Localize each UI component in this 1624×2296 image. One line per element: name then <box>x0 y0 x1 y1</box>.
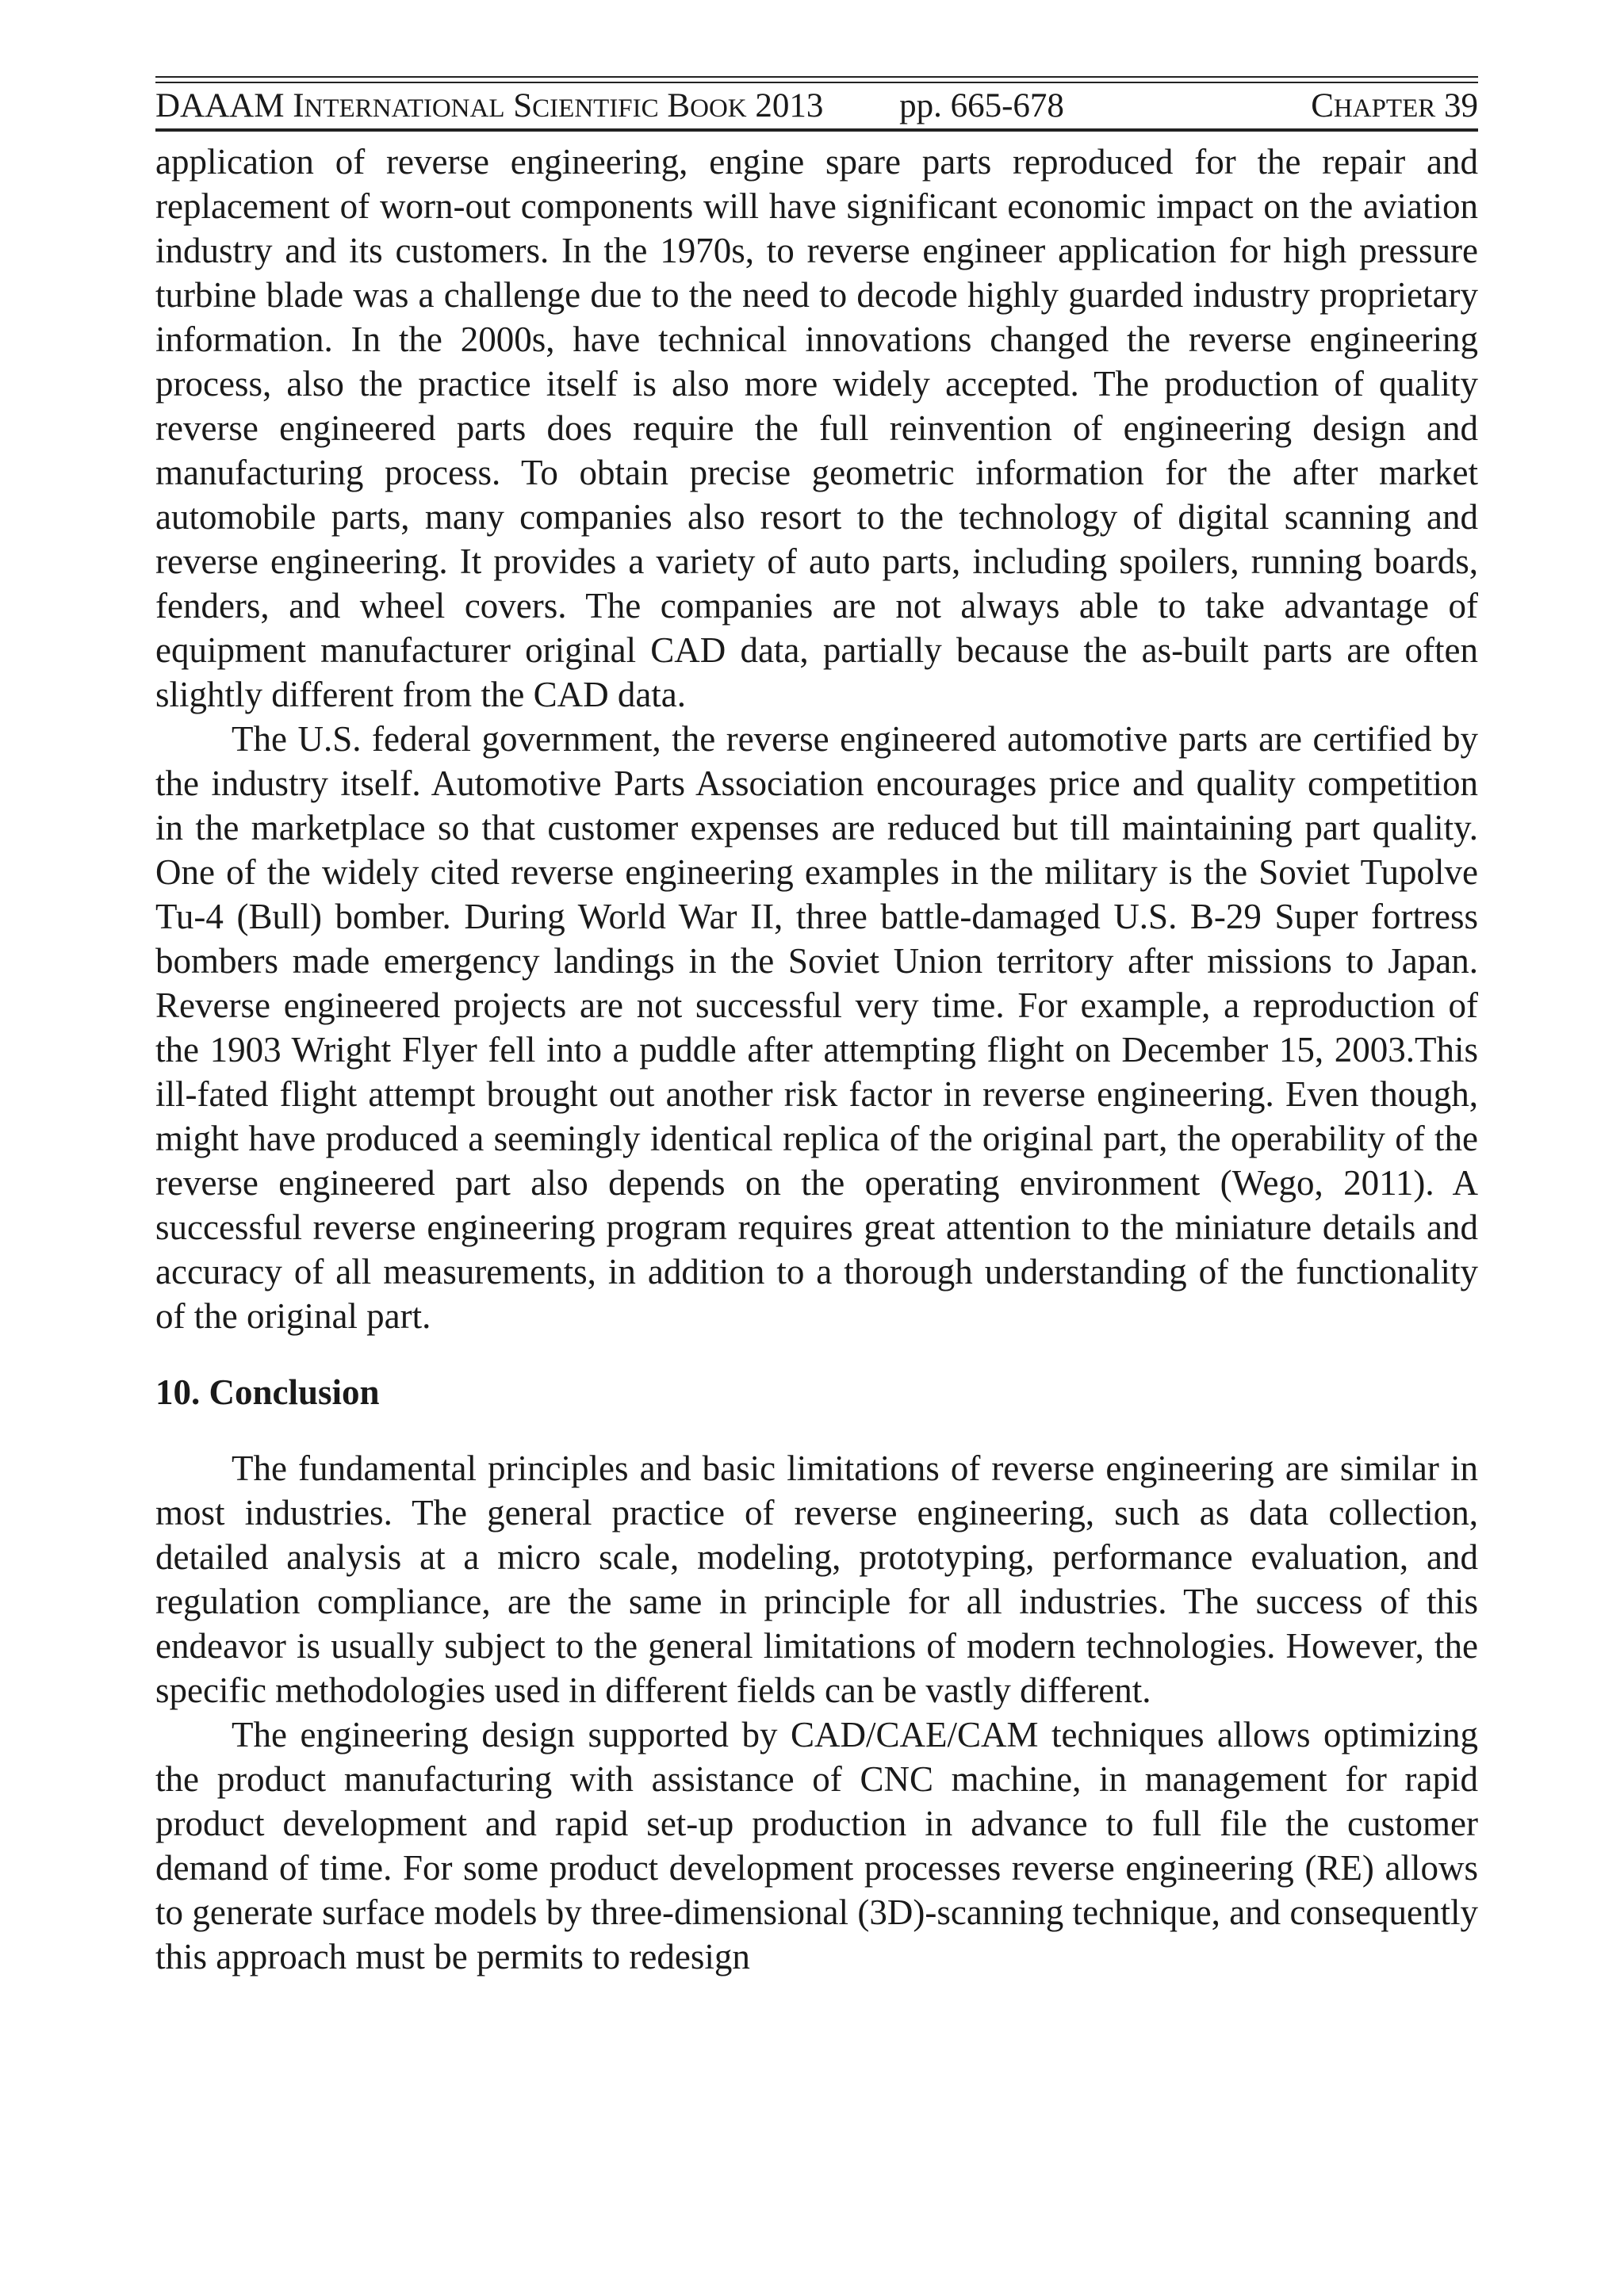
paragraph-engineering-design: The engineering design supported by CAD/CAE/CAM techniques allows optimizing the product manufacturing with assistance of CNC machine, in management for rapid product development and rapid set-up production in advance to full file the customer demand of time. For some product development processes reverse engineering (RE) allows to generate surface models by three-dimensional (3D)-scanning technique, and consequently this approach must be permits to redesign <box>155 1715 1478 1976</box>
book-title-part: 2013 <box>746 87 824 124</box>
chapter-label-part: HAPTER <box>1333 94 1436 123</box>
paragraph-fundamental-principles: The fundamental principles and basic limitations of reverse engineering are similar in most industries. The general practice of reverse engineering, such as data collection, detailed analysis at a micro scale, modeling, prototyping, performance evaluation, and regulation compliance, are the same in principle for all industries. The success of this endeavor is usually subject to the general limitations of modern technologies. However, the specific methodologies used in different fields can be vastly different. <box>155 1448 1478 1710</box>
book-title-part: S <box>513 87 533 124</box>
paragraph-government-military: The U.S. federal government, the reverse engineered automotive parts are certified by the industry itself. Automotive Parts Association encourages price and quality competition in the marketplace so that customer expenses are reduced but till maintaining part quality. One of the widely cited reverse engineering examples in the military is the Soviet Tupolve Tu-4 (Bull) bomber. During World War II, three battle-damaged U.S. B-29 Super fortress bombers made emergency landings in the Soviet Union territory after missions to Japan. Reverse engineered projects are not successful very time. For example, a reproduction of the 1903 Wright Flyer fell into a puddle after attempting flight on December 15, 2003.This ill-fated flight attempt brought out another risk factor in reverse engineering. Even though, might have produced a seemingly identical replica of the original part, the operability of the reverse engineered part also depends on the operating environment (Wego, 2011). A successful reverse engineering program requires great attention to the miniature details and accuracy of all measurements, in addition to a thorough understanding of the functionality of the original part. <box>155 719 1478 1336</box>
book-title-part: OOK <box>690 94 747 123</box>
page-range: pp. 665-678 <box>899 87 1064 124</box>
book-title-part: DAAAM <box>155 87 285 124</box>
chapter-label <box>1311 84 1478 131</box>
book-title-part: NTERNATIONAL <box>304 94 505 123</box>
book-title-part <box>505 87 514 124</box>
paragraph-aviation-automotive: application of reverse engineering, engine spare parts reproduced for the repair and replacement of worn-out components will have significant economic impact on the aviation industry and its customers. In the 1970s, to reverse engineer application for high pressure turbine blade was a challenge due to the need to decode highly guarded industry proprietary information. In the 2000s, have technical innovations changed the reverse engineering process, also the practice itself is also more widely accepted. The production of quality reverse engineered parts does require the full reinvention of engineering design and manufacturing process. To obtain precise geometric information for the after market automobile parts, many companies also resort to the technology of digital scanning and reverse engineering. It provides a variety of auto parts, including spoilers, running boards, fenders, and wheel covers. The companies are not always able to take advantage of equipment manufacturer original CAD data, partially because the as-built parts are often slightly different from the CAD data. <box>155 142 1478 714</box>
section-heading-conclusion: 10. Conclusion <box>155 1372 380 1412</box>
running-header <box>155 76 1478 132</box>
book-title-part: B <box>667 87 691 124</box>
document-page <box>155 76 1478 1979</box>
chapter-label-part: 39 <box>1435 87 1478 124</box>
book-title <box>155 84 823 131</box>
book-title-part <box>284 87 293 124</box>
body-text <box>155 140 1478 1979</box>
book-title-part <box>659 87 668 124</box>
book-title-part: I <box>293 87 304 124</box>
chapter-label-part: C <box>1311 87 1334 124</box>
book-title-part: CIENTIFIC <box>532 94 659 123</box>
